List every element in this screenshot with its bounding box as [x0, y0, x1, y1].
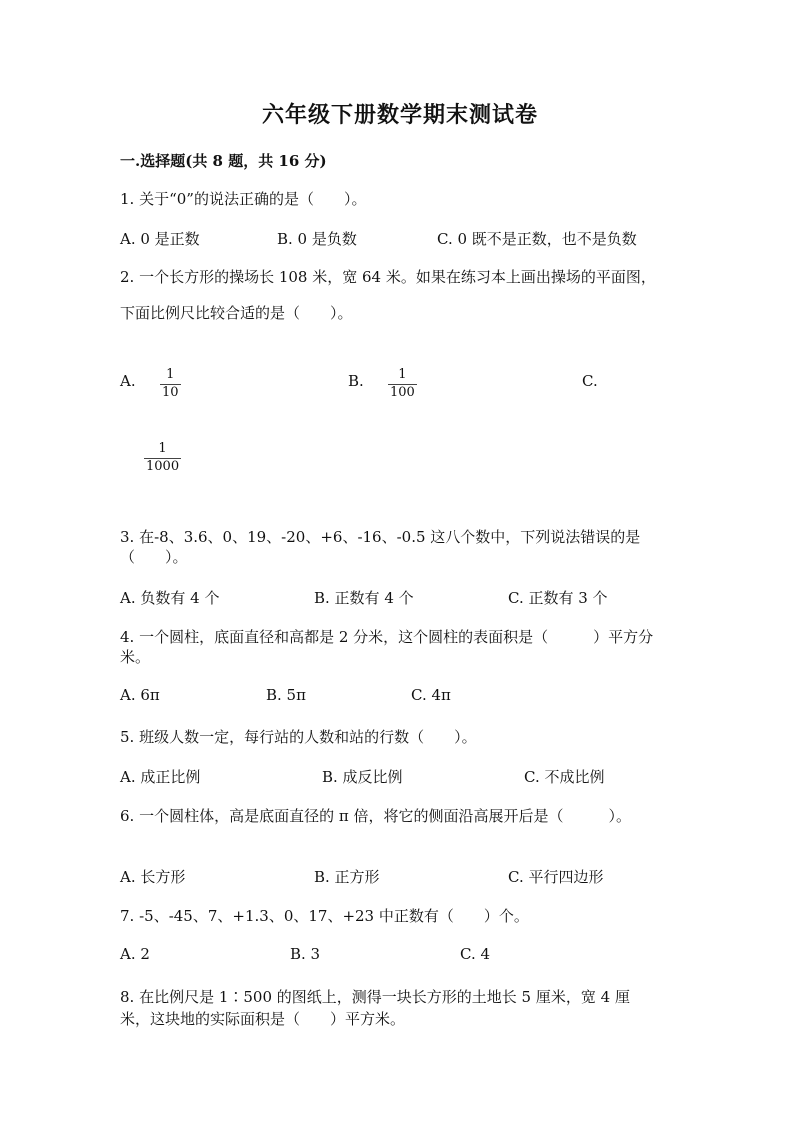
question-2-option-c-fraction — [144, 442, 181, 474]
question-3-line-1: 3. 在-8、3.6、0、19、-20、+6、-16、-0.5 这八个数中，下列说法错误的是 — [120, 528, 641, 546]
section-heading: 一.选择题(共 8 题，共 16 分) — [120, 152, 327, 170]
question-7-option-a: A. 2 — [120, 945, 150, 963]
question-3-option-a: A. 负数有 4 个 — [120, 589, 220, 607]
question-6-text: 6. 一个圆柱体，高是底面直径的 π 倍，将它的侧面沿高展开后是（ ）。 — [120, 807, 631, 825]
question-5-option-a: A. 成正比例 — [120, 768, 201, 786]
fraction-denominator: 1000 — [146, 459, 180, 474]
question-8-line-1: 8. 在比例尺是 1∶500 的图纸上，测得一块长方形的土地长 5 厘米，宽 4 厘 — [120, 988, 630, 1006]
question-5-option-c: C. 不成比例 — [524, 768, 605, 786]
question-4-line-1: 4. 一个圆柱，底面直径和高都是 2 分米，这个圆柱的表面积是（ ）平方分 — [120, 628, 654, 646]
question-3-line-2: （ ）。 — [120, 548, 188, 566]
fraction-numerator: 1 — [158, 441, 167, 456]
question-6-option-a: A. 长方形 — [120, 868, 186, 886]
question-1-option-a: A. 0 是正数 — [120, 230, 200, 248]
question-3-option-c: C. 正数有 3 个 — [508, 589, 608, 607]
question-7-text: 7. -5、-45、7、+1.3、0、17、+23 中正数有（ ）个。 — [120, 907, 529, 925]
fraction-numerator: 1 — [398, 367, 407, 382]
question-2-line-2: 下面比例尺比较合适的是（ ）。 — [120, 304, 353, 322]
question-1-text: 1. 关于“0”的说法正确的是（ ）。 — [120, 190, 367, 208]
question-5-option-b: B. 成反比例 — [322, 768, 403, 786]
question-3-option-b: B. 正数有 4 个 — [314, 589, 414, 607]
fraction-denominator: 10 — [162, 385, 179, 400]
question-2-option-c-label: C. — [582, 372, 598, 390]
question-6-option-b: B. 正方形 — [314, 868, 380, 886]
question-4-option-c: C. 4π — [411, 686, 451, 704]
question-2-option-a-label: A. — [120, 372, 136, 390]
question-7-option-c: C. 4 — [460, 945, 491, 963]
question-2-option-a-fraction — [160, 368, 181, 400]
fraction-denominator: 100 — [390, 385, 415, 400]
question-4-line-2: 米。 — [120, 648, 151, 666]
question-7-option-b: B. 3 — [290, 945, 321, 963]
question-2-line-1: 2. 一个长方形的操场长 108 米，宽 64 米。如果在练习本上画出操场的平面图， — [120, 268, 656, 286]
question-4-option-b: B. 5π — [266, 686, 306, 704]
question-6-option-c: C. 平行四边形 — [508, 868, 604, 886]
question-2-option-b-label: B. — [348, 372, 364, 390]
page-title: 六年级下册数学期末测试卷 — [261, 102, 538, 128]
question-4-option-a: A. 6π — [120, 686, 160, 704]
question-5-text: 5. 班级人数一定，每行站的人数和站的行数（ ）。 — [120, 728, 477, 746]
question-1-option-c: C. 0 既不是正数，也不是负数 — [437, 230, 637, 248]
fraction-numerator: 1 — [166, 367, 175, 382]
question-1-option-b: B. 0 是负数 — [277, 230, 357, 248]
question-2-option-b-fraction — [388, 368, 417, 400]
question-8-line-2: 米，这块地的实际面积是（ ）平方米。 — [120, 1010, 406, 1028]
